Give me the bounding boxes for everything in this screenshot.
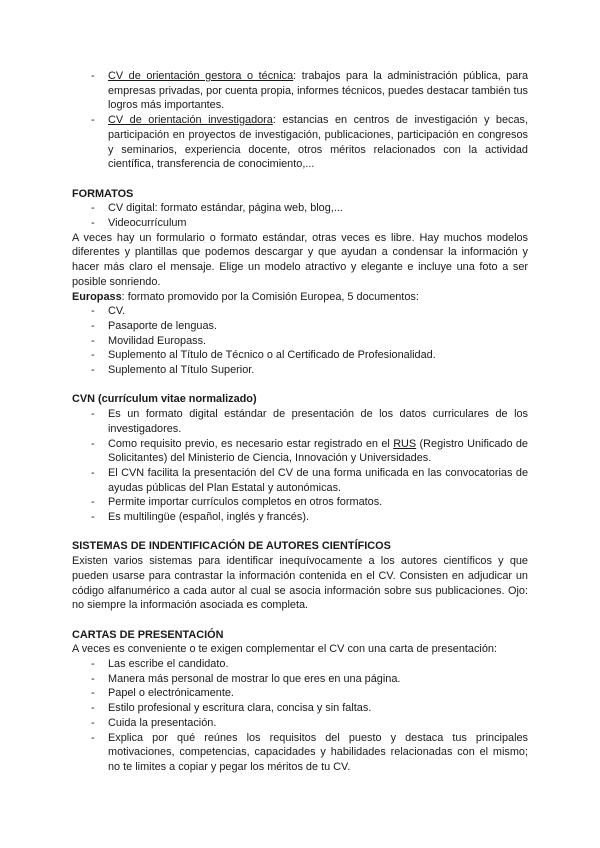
list-item: - Pasaporte de lenguas. (72, 319, 528, 334)
list-item: - Movilidad Europass. (72, 334, 528, 349)
cv-type-text: : estancias en centros de investigación y becas, participación en proyectos de investigación, publicaciones, participación en congresos y seminarios, experiencia docente, otros méritos relacionados con la actividad científica, transferencia de conocimiento,... (108, 114, 528, 171)
list-item (72, 437, 528, 466)
list-item (72, 69, 528, 113)
sistemas-heading: SISTEMAS DE INDENTIFICACIÓN DE AUTORES CIENTÍFICOS (72, 540, 391, 553)
list-item: - CV. (72, 304, 528, 319)
cv-type-name: CV de orientación gestora o técnica (108, 70, 294, 82)
europass-list (72, 304, 528, 378)
formatos-paragraph: A veces hay un formulario o formato estándar, otras veces es libre. Hay muchos modelos diferentes y plantillas que podemos descargar y que ayudan a condensar la información y hacer más claro el mensaje. Elige un modelo atractivo y elegante e incluye una foto a ser posible sonriendo. (72, 231, 528, 288)
formatos-list (72, 201, 528, 230)
rus-link[interactable]: RUS (393, 437, 417, 450)
cartas-intro: A veces es conveniente o te exigen complementar el CV con una carta de presentación: (72, 643, 497, 656)
list-item: - Videocurrículum (72, 216, 528, 231)
cv-type-text: : trabajos para la administración pública, para empresas privadas, por cuenta propia, informes técnicos, puedes destacar también tus logros más importantes. (108, 70, 528, 112)
cartas-list (72, 657, 528, 775)
cv-types-list (72, 69, 528, 172)
cvn-heading: CVN (currículum vitae normalizado) (72, 393, 257, 406)
europass-text: : formato promovido por la Comisión Europea, 5 documentos: (121, 290, 419, 303)
formatos-heading: FORMATOS (72, 187, 134, 200)
list-item: - Explica por qué reúnes los requisitos del puesto y destaca tus principales motivaciones, competencias, capacidades y habilidades relacionadas con el mismo; no te limites a copiar y pegar los méritos de tu CV. (72, 731, 528, 775)
list-item: - Suplemento al Título Superior. (72, 363, 528, 378)
list-item: - Es multilingüe (español, inglés y francés). (72, 510, 528, 525)
list-item: - Papel o electrónicamente. (72, 686, 528, 701)
cvn-list (72, 407, 528, 525)
list-item: - Suplemento al Título de Técnico o al Certificado de Profesionalidad. (72, 348, 528, 363)
europass-line (72, 290, 528, 305)
cv-type-name: CV de orientación investigadora (108, 114, 273, 127)
sistemas-paragraph: Existen varios sistemas para identificar inequívocamente a los autores científicos y que pueden usarse para contrastar la información contenida en el CV. Consisten en adjudicar un código alfanumérico a cada autor al cual se asocia información sobre sus publicaciones. Ojo: no siempre la información asociada es completa. (72, 555, 528, 612)
europass-label: Europass (72, 290, 122, 303)
list-item: - Las escribe el candidato. (72, 657, 528, 672)
list-item: - Manera más personal de mostrar lo que eres en una página. (72, 672, 528, 687)
list-item (72, 113, 528, 172)
list-item: - Permite importar currículos completos en otros formatos. (72, 495, 528, 510)
list-item: - El CVN facilita la presentación del CV de una forma unificada en las convocatorias de ayudas públicas del Plan Estatal y autonómicas. (72, 466, 528, 495)
list-item: - Cuida la presentación. (72, 716, 528, 731)
list-item: - Estilo profesional y escritura clara, concisa y sin faltas. (72, 701, 528, 716)
cartas-heading: CARTAS DE PRESENTACIÓN (72, 628, 224, 641)
list-item: - Es un formato digital estándar de presentación de los datos curriculares de los investigadores. (72, 407, 528, 436)
cvn-item2-post: (Registro Unificado de Solicitantes) del Ministerio de Ciencia, Innovación y Universidades. (108, 437, 528, 465)
list-item: - CV digital: formato estándar, página web, blog,... (72, 201, 528, 216)
cvn-item2-pre: Como requisito previo, es necesario estar registrado en el (108, 437, 394, 450)
